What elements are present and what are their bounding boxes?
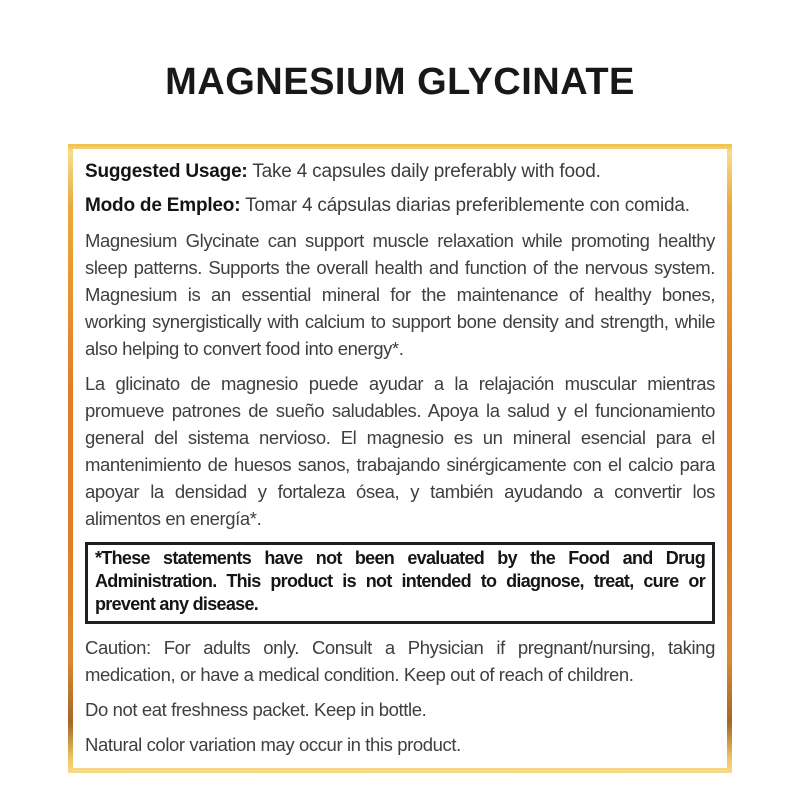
freshness-note: Do not eat freshness packet. Keep in bottle. bbox=[85, 698, 427, 720]
modo-de-empleo-text: Tomar 4 cápsulas diarias preferiblemente con comida. bbox=[245, 194, 690, 216]
product-title: MAGNESIUM GLYCINATE bbox=[165, 61, 635, 103]
suggested-usage-line bbox=[85, 159, 715, 185]
fda-disclaimer-box bbox=[85, 542, 715, 624]
caution-text: Caution: For adults only. Consult a Physician if pregnant/nursing, taking medication, or have a medical condition. Keep out of reach of children. bbox=[85, 636, 715, 685]
fda-disclaimer-text: *These statements have not been evaluated by the Food and Drug Administration. This product is not intended to diagnose, treat, cure or prevent any disease. bbox=[95, 547, 705, 614]
label-page bbox=[0, 62, 800, 800]
description-spanish: La glicinato de magnesio puede ayudar a la relajación muscular mientras promueve patrones de sueño saludables. Apoya la salud y el funcionamiento general del sistema nervioso. El magnesio es un mineral esencial para el mantenimiento de huesos sanos, trabajando sinérgicamente con el calcio para apoyar la densidad y fortaleza ósea, y también ayudando a convertir los alimentos en energía*. bbox=[85, 372, 715, 529]
label-panel bbox=[73, 149, 727, 768]
description-english: Magnesium Glycinate can support muscle relaxation while promoting healthy sleep patterns. Supports the overall health and function of the nervous system. Magnesium is an essential mineral for the maintenance of healthy bones, working synergistically with calcium to support bone density and strength, while also helping to convert food into energy*. bbox=[85, 229, 715, 359]
modo-de-empleo-line bbox=[85, 193, 715, 219]
color-variation-note: Natural color variation may occur in this product. bbox=[85, 733, 461, 755]
suggested-usage-text: Take 4 capsules daily preferably with food. bbox=[252, 160, 601, 182]
modo-de-empleo-label: Modo de Empleo: bbox=[85, 194, 241, 216]
label-panel-frame bbox=[68, 144, 732, 773]
suggested-usage-label: Suggested Usage: bbox=[85, 160, 248, 182]
